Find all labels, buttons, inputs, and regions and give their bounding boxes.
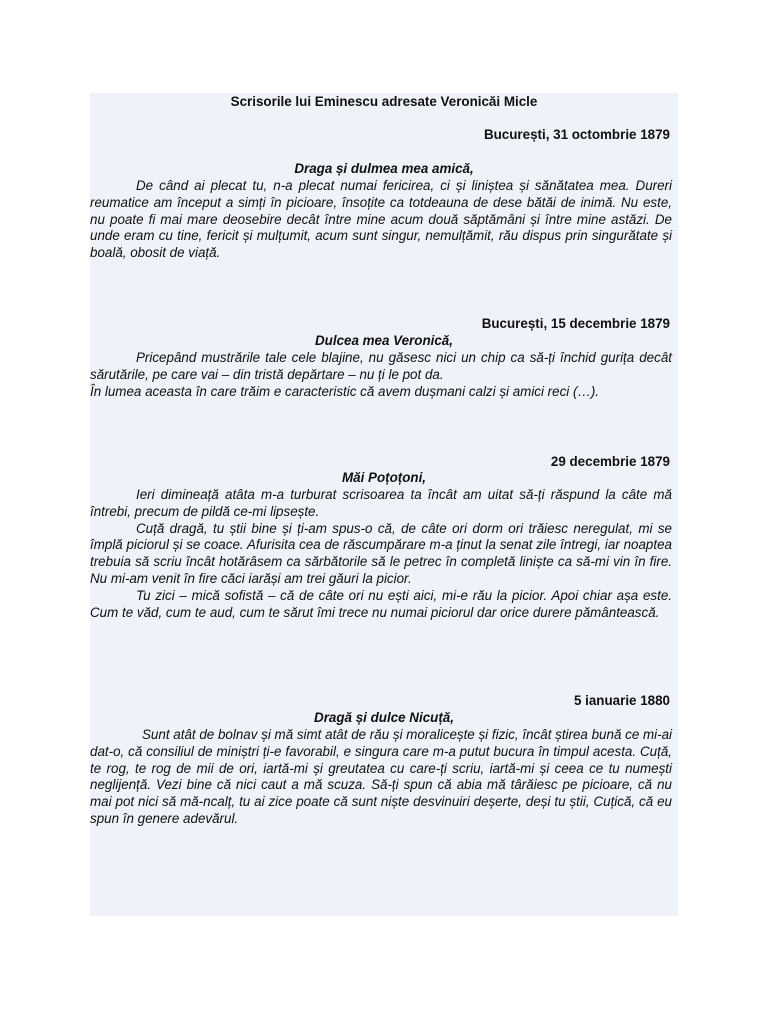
letter-paragraph: Tu zici – mică sofistă – că de câte ori nu ești aici, mi-e rău la picior. Apoi chiar așa este. Cum te văd, cum te aud, cum te sărut îmi trece nu numai piciorul dar orice durere pământească.	[90, 587, 672, 620]
letter-date: 5 ianuarie 1880	[573, 693, 670, 708]
letter-salutation: Draga și dulmea mea amică,	[294, 161, 474, 176]
letter-paragraph: Sunt atât de bolnav și mă simt atât de rău și moralicește și fizic, încât știrea bună ce mi-ai dat-o, că consiliul de miniștri ți-e favorabil, e singura care m-a putut bucura în timpul acesta. Cuță, te rog, te rog de mii de ori, iartă-mi și greutatea cu care-ți scriu, iartă-mi și ceea ce tu numești neglijență. Vezi bine că nici caut a mă scuza. Să-ți spun că abia mă târăiesc pe picioare, că nu mai pot nici să mă-ncalț, tu ai zice poate că sunt niște desvinuiri deșerte, deși tu știi, Cuțică, că eu spun în genere adevărul.	[90, 727, 672, 826]
letter-salutation: Dragă și dulce Nicuță,	[314, 710, 454, 725]
letter-body	[90, 178, 672, 262]
letter-date: București, 15 decembrie 1879	[481, 316, 670, 331]
letter-paragraph: Ieri dimineață atâta m-a turburat scrisoarea ta încât am uitat să-ți răspund la câte mă întrebi, precum de pildă ce-mi lipsește.	[90, 487, 672, 519]
document-page	[90, 93, 678, 916]
letter-salutation: Dulcea mea Veronică,	[315, 333, 453, 348]
letter-salutation: Măi Poțoțoni,	[341, 470, 427, 485]
letter-paragraph: Cuță dragă, tu știi bine și ți-am spus-o că, de câte ori dorm ori trăiesc neregulat, mi se împlă piciorul și se coace. Afurisita cea de răscumpărare m-a ținut la senat zile întregi, iar noaptea trebuia să scriu încât hotărâsem ca sărbătorile să le petrec în completă liniște ca să-mi vin în fire. Nu mi-am venit în fire căci iarăși am trei găuri la picior.	[90, 520, 672, 586]
letter-date: 29 decembrie 1879	[550, 454, 670, 469]
letter-paragraph: În lumea aceasta în care trăim e caracteristic că avem dușmani calzi și amici reci (…).	[90, 383, 600, 399]
letter-body	[90, 350, 672, 400]
document-title: Scrisorile lui Eminescu adresate Veronicăi Micle	[230, 94, 538, 109]
letter-date: București, 31 octombrie 1879	[483, 127, 670, 142]
letter-body	[90, 727, 672, 828]
letter-paragraph: De când ai plecat tu, n-a plecat numai fericirea, ci și liniștea și sănătatea mea. Dureri reumatice am început a simți în picioare, însoțite ca totdeauna de dese bătăi de inimă. Nu este, nu poate fi mai mare deosebire decât între mine acum două săptămâni și între mine astăzi. De unde eram cu tine, fericit și mulțumit, acum sunt singur, nemulțămit, rău dispus prin singurătate și boală, obosit de viață.	[90, 178, 672, 261]
letter-paragraph: Pricepând mustrările tale cele blajine, nu găsesc nici un chip ca să-ți închid gurița decât sărutările, pe care vai – din tristă depărtare – nu ți le pot da.	[90, 350, 672, 382]
letter-body	[90, 487, 672, 621]
